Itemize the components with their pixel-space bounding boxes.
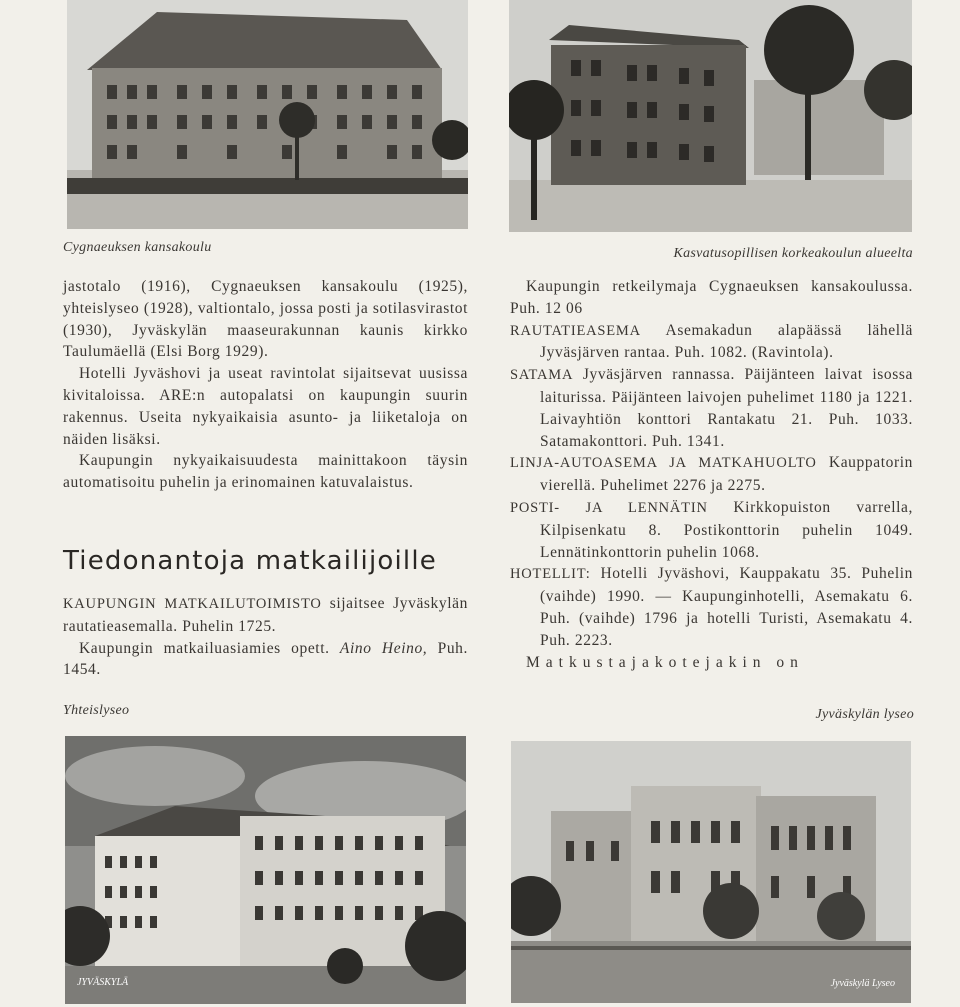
photo-cygnaeus-school bbox=[67, 0, 468, 229]
paragraph-buildings: jastotalo (1916), Cygnaeuksen kansakoulu (1925), yhteislyseo (1928), valtiontalo, jossa posti ja sotilasvirastot (1930), Jyväskylän maaseurakunnan kaunis kirkko Taulumäellä (Elsi Borg 1929). bbox=[63, 278, 468, 361]
caption-top-left: Cygnaeuksen kansakoulu bbox=[63, 240, 212, 255]
caption-top-right: Kasvatusopillisen korkeakoulun alueelta bbox=[673, 246, 913, 261]
post-text: Kirkkopuiston varrella, Kilpisenkatu 8. Postikonttorin puhelin 1049. Lennätinkonttorin puhelin 1068. bbox=[540, 498, 913, 561]
section-heading: Tiedonantoja matkailijoille bbox=[63, 546, 437, 576]
photo-pedagogical-college bbox=[509, 0, 912, 232]
left-text-column bbox=[63, 276, 468, 494]
paragraph-tourist-agent bbox=[63, 638, 468, 682]
paragraph-guesthouses: Matkustajakotejakin on bbox=[526, 653, 804, 671]
caption-bottom-left: Yhteislyseo bbox=[63, 703, 130, 718]
paragraph-youth-hostel: Kaupungin retkeilymaja Cygnaeuksen kansakoulussa. Puh. 12 06 bbox=[510, 278, 913, 317]
tourist-agent-text: Kaupungin matkailuasiamies opett. bbox=[79, 639, 340, 657]
caption-bottom-right: Jyväskylän lyseo bbox=[815, 707, 914, 722]
paragraph-modernity: Kaupungin nykyaikaisuudesta mainittakoon täysin automatisoitu puhelin ja erinomainen katuvalaistus. bbox=[63, 452, 468, 492]
harbour-text: Jyväsjärven rannassa. Päijänteen laivat isossa laiturissa. Päijänteen laivojen puhelimet 1180 ja 1221. Laivayhtiön konttori Rantakatu 21. Puh. 1033. Satamakonttori. Puh. 1341. bbox=[540, 366, 913, 450]
paragraph-bus-station bbox=[510, 452, 913, 497]
hotels-label: HOTELLIT: bbox=[510, 566, 591, 583]
hotels-text: Hotelli Jyväshovi, Kauppakatu 35. Puhelin (vaihde) 1990. — Kaupunginhotelli, Asemakatu 6. Puh. (vaihde) 1796 ja hotelli Turisti, Asemakatu 4. Puh. 2223. bbox=[540, 565, 913, 649]
tourist-office-label: KAUPUNGIN MATKAILUTOIMISTO bbox=[63, 596, 322, 612]
bus-text: Kauppatorin vierellä. Puhelimet 2276 ja 2275. bbox=[540, 454, 913, 495]
tourist-agent-name: Aino Heino, bbox=[339, 639, 428, 657]
paragraph-post-office bbox=[510, 497, 913, 563]
paragraph-hotels: Hotelli Jyväshovi ja useat ravintolat sijaitsevat uusissa kivitaloissa. ARE:n autopalatsi on kaupungin suurin rakennus. Useita nykyaikaisia asunto- ja liiketaloja on näiden lisäksi. bbox=[63, 365, 468, 448]
right-text-column bbox=[510, 276, 913, 673]
railway-text: Asemakadun alapäässä lähellä Jyväsjärven rantaa. Puh. 1082. (Ravintola). bbox=[540, 321, 913, 362]
paragraph-railway-station bbox=[510, 320, 913, 365]
left-info-column bbox=[63, 593, 468, 681]
bus-label: LINJA-AUTOASEMA JA MATKAHUOLTO bbox=[510, 455, 817, 472]
railway-label: RAUTATIEASEMA bbox=[510, 322, 641, 339]
photo-jyvaskyla-lyseo bbox=[511, 741, 911, 1003]
photo-yhteislyseo bbox=[65, 736, 466, 1004]
photo-sign-bottom-left: JYVÄSKYLÄ bbox=[77, 977, 129, 988]
post-label: POSTI- JA LENNÄTIN bbox=[510, 499, 708, 516]
tourist-agent-phone: Puh. 1454. bbox=[63, 639, 468, 679]
paragraph-hotels-list bbox=[510, 563, 913, 651]
paragraph-harbour bbox=[510, 364, 913, 452]
paragraph-tourist-office bbox=[63, 593, 468, 638]
harbour-label: SATAMA bbox=[510, 367, 574, 384]
tourist-office-text: sijaitsee Jyväskylän rautatieasemalla. Puhelin 1725. bbox=[63, 595, 468, 635]
photo-sign-bottom-right: Jyväskylä Lyseo bbox=[830, 978, 895, 989]
